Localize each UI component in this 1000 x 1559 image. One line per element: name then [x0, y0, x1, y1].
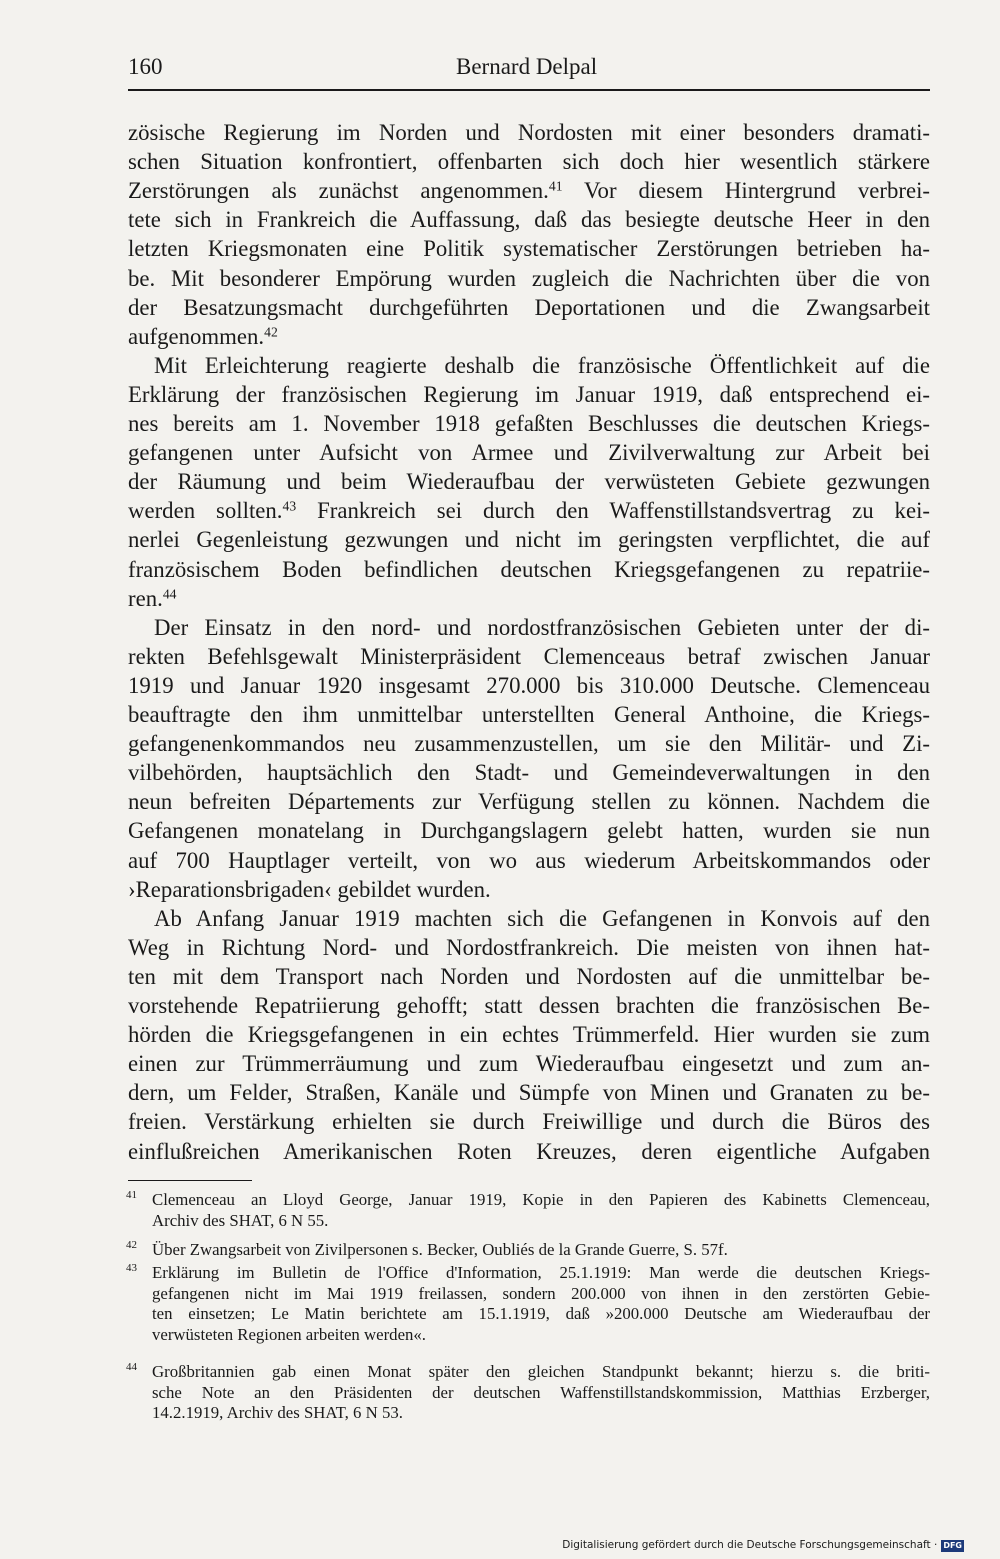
line-text: Ab Anfang Januar 1919 machten sich die Gefangenen in Konvois auf den — [154, 905, 930, 931]
body-line — [128, 496, 930, 525]
footnote-reference[interactable]: 41 — [548, 178, 563, 194]
line-text: be. Mit besonderer Empörung wurden zugleich die Nachrichten über die von — [128, 265, 930, 291]
body-line — [128, 758, 930, 787]
body-line — [128, 1137, 930, 1166]
body-line — [128, 380, 930, 409]
line-text-continued: Vor diesem Hintergrund verbrei- — [562, 178, 930, 204]
body-line — [128, 118, 930, 147]
line-text: hörden die Kriegsgefangenen in ein echtes Trümmerfeld. Hier wurden sie zum — [128, 1022, 930, 1048]
body-line — [128, 1049, 930, 1078]
body-line — [128, 293, 930, 322]
line-text: tete sich in Frankreich die Auffassung, daß das besiegte deutsche Heer in den — [128, 207, 930, 233]
body-line — [128, 962, 930, 991]
line-text: nes bereits am 1. November 1918 gefaßten Beschlusses die deutschen Kriegs- — [128, 411, 930, 436]
body-line — [128, 700, 930, 729]
body-line — [128, 846, 930, 875]
body-line — [128, 584, 930, 613]
line-text: vilbehörden, hauptsächlich den Stadt- und Gemeindeverwaltungen in den — [128, 760, 930, 786]
body-line — [128, 234, 930, 263]
body-line — [128, 1107, 930, 1136]
body-line — [128, 1078, 930, 1107]
footnote-number: 42 — [126, 1239, 137, 1251]
line-text: nerlei Gegenleistung gezwungen und nicht im geringsten verpflichtet, die auf — [128, 527, 930, 553]
body-line — [128, 467, 930, 496]
line-text: einflußreichen Amerikanischen Roten Kreuzes, deren eigentliche Aufgaben — [128, 1138, 930, 1164]
line-text: ren. — [128, 585, 163, 611]
running-head-author: Bernard Delpal — [456, 54, 598, 79]
footnote-line: sche Note an den Präsidenten der deutschen Waffenstillstandskommission, Matthias Erzberger, — [152, 1382, 930, 1402]
body-line — [128, 933, 930, 962]
header-rule — [128, 89, 930, 91]
line-text: ›Reparationsbrigaden‹ gebildet wurden. — [128, 876, 491, 902]
line-text-continued: Frankreich sei durch den Waffenstillstandsvertrag zu kei- — [296, 498, 930, 524]
footnote-line: gefangenen nicht im Mai 1919 freilassen, sondern 200.000 von ihnen in den zerstörten Gebie- — [152, 1283, 930, 1303]
line-text: Gefangenen monatelang in Durchgangslagern gelebt hatten, wurden sie nun — [128, 818, 930, 844]
footnote-line: ten einsetzen; Le Matin berichtete am 15.1.1919, daß »200.000 Deutsche am Wiederaufbau der — [152, 1304, 930, 1323]
footnote-line: Erklärung im Bulletin de l'Office d'Information, 25.1.1919: Man werde die deutschen Kriegs- — [152, 1263, 930, 1282]
footnote-reference[interactable]: 44 — [162, 586, 177, 602]
line-text: französischem Boden befindlichen deutschen Kriegsgefangenen zu repatriie- — [128, 556, 930, 582]
body-line — [128, 147, 930, 176]
footnote-rule — [128, 1180, 252, 1181]
body-line — [128, 205, 930, 234]
line-text: 1919 und Januar 1920 insgesamt 270.000 bis 310.000 Deutsche. Clemenceau — [128, 672, 930, 698]
body-line — [128, 322, 930, 351]
footnote-line: Archiv des SHAT, 6 N 55. — [152, 1210, 329, 1230]
body-line — [128, 613, 930, 642]
body-line — [128, 875, 930, 904]
credit-text: Digitalisierung gefördert durch die Deutsche Forschungsgemeinschaft · — [562, 1539, 938, 1551]
footnote-number: 43 — [126, 1262, 137, 1274]
body-line — [128, 525, 930, 554]
body-line — [128, 351, 930, 380]
line-text: aufgenommen. — [128, 323, 265, 349]
line-text: freien. Verstärkung erhielten sie durch Freiwillige und durch die Büros des — [128, 1109, 930, 1135]
line-text: gefangenen unter Aufsicht von Armee und Zivilverwaltung zur Arbeit bei — [128, 440, 930, 466]
line-text: neun befreiten Départements zur Verfügung stellen zu können. Nachdem die — [128, 789, 930, 815]
page-number: 160 — [128, 54, 163, 79]
line-text: schen Situation konfrontiert, offenbarten sich doch hier wesentlich stärkere — [128, 149, 930, 175]
body-line — [128, 264, 930, 293]
line-text: gefangenenkommandos neu zusammenzustellen, um sie den Militär- und Zi- — [128, 731, 930, 757]
body-line — [128, 787, 930, 816]
line-text: Zerstörungen als zunächst angenommen. — [128, 178, 549, 204]
footnote-number: 41 — [126, 1189, 137, 1201]
line-text: Weg in Richtung Nord- und Nordostfrankreich. Die meisten von ihnen hat- — [128, 934, 930, 960]
footnote-reference[interactable]: 42 — [264, 324, 278, 340]
line-text: dern, um Felder, Straßen, Kanäle und Sümpfe von Minen und Granaten zu be- — [128, 1080, 930, 1106]
footnote-line: Großbritannien gab einen Monat später den gleichen Standpunkt bekannt; hierzu s. die briti- — [152, 1362, 930, 1381]
line-text: Erklärung der französischen Regierung im Januar 1919, daß entsprechend ei- — [128, 381, 930, 407]
line-text: der Räumung und beim Wiederaufbau der verwüsteten Gebiete gezwungen — [128, 469, 930, 495]
digitization-credit — [562, 1539, 964, 1552]
line-text: werden sollten. — [128, 498, 283, 524]
line-text: beauftragte den ihm unmittelbar unterstellten General Anthoine, die Kriegs- — [128, 702, 930, 727]
dfg-logo: DFG — [943, 1540, 962, 1550]
footnote-line: Clemenceau an Lloyd George, Januar 1919, Kopie in den Papieren des Kabinetts Clemenceau, — [152, 1190, 930, 1209]
footnote-reference[interactable]: 43 — [282, 498, 297, 514]
body-line — [128, 729, 930, 758]
body-line — [128, 904, 930, 933]
line-text: Mit Erleichterung reagierte deshalb die französische Öffentlichkeit auf die — [154, 352, 930, 378]
line-text: der Besatzungsmacht durchgeführten Deportationen und die Zwangsarbeit — [128, 294, 930, 320]
line-text: einen zur Trümmerräumung und zum Wiederaufbau eingesetzt und zum an- — [128, 1051, 930, 1077]
body-line — [128, 176, 930, 205]
body-line — [128, 1020, 930, 1049]
body-line — [128, 642, 930, 671]
body-line — [128, 991, 930, 1020]
line-text: vorstehende Repatriierung gehofft; statt dessen brachten die französischen Be- — [128, 993, 930, 1018]
line-text: letzten Kriegsmonaten eine Politik systematischer Zerstörungen betrieben ha- — [128, 236, 930, 262]
line-text: zösische Regierung im Norden und Nordosten mit einer besonders dramati- — [128, 120, 930, 145]
footnote-line: 14.2.1919, Archiv des SHAT, 6 N 53. — [152, 1403, 403, 1422]
body-line — [128, 816, 930, 845]
line-text: rekten Befehlsgewalt Ministerpräsident Clemenceaus betraf zwischen Januar — [128, 643, 930, 669]
footnote-number: 44 — [126, 1361, 137, 1373]
line-text: auf 700 Hauptlager verteilt, von wo aus wiederum Arbeitskommandos oder — [128, 847, 930, 873]
line-text: ten mit dem Transport nach Norden und Nordosten auf die unmittelbar be- — [128, 963, 930, 989]
body-line — [128, 555, 930, 584]
footnote-line: Über Zwangsarbeit von Zivilpersonen s. Becker, Oubliés de la Grande Guerre, S. 57f. — [152, 1240, 728, 1259]
body-line — [128, 438, 930, 467]
line-text: Der Einsatz in den nord- und nordostfranzösischen Gebieten unter der di- — [154, 614, 930, 640]
footnote-line: verwüsteten Regionen arbeiten werden«. — [152, 1324, 426, 1344]
body-line — [128, 671, 930, 700]
body-line — [128, 409, 930, 438]
